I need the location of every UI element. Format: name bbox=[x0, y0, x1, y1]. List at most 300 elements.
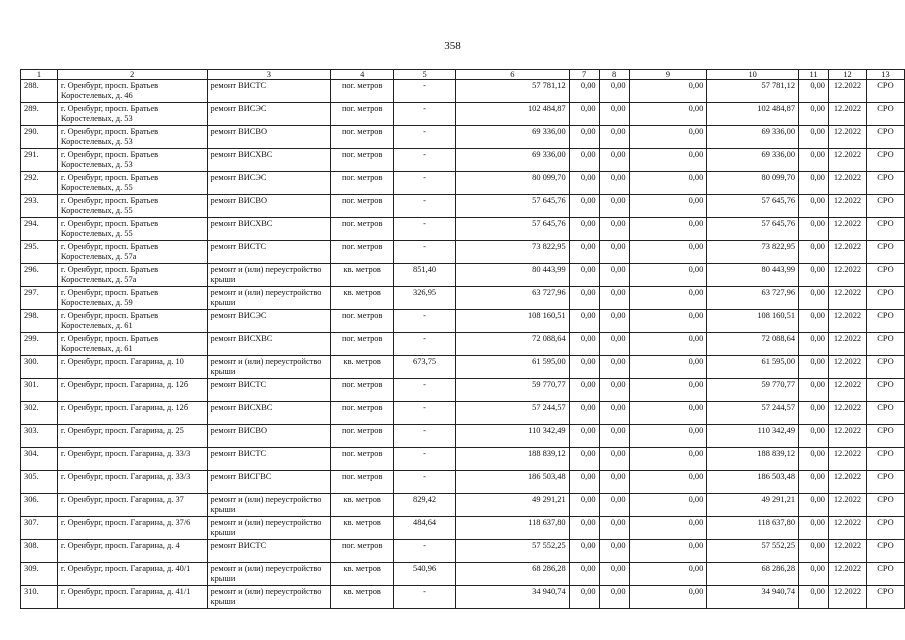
address-cell: г. Оренбург, просп. Братьев Коростелевых, д. 55 bbox=[57, 218, 207, 241]
quantity-cell: - bbox=[394, 126, 456, 149]
cost-cell: 80 443,99 bbox=[455, 264, 569, 287]
total-cell: 57 781,12 bbox=[707, 80, 799, 103]
unit-cell: пог. метров bbox=[331, 172, 394, 195]
cost-cell: 57 645,76 bbox=[455, 218, 569, 241]
value-cell-11: 0,00 bbox=[799, 310, 829, 333]
organization-cell: СРО bbox=[866, 425, 904, 448]
page-number: 358 bbox=[444, 40, 461, 52]
row-number: 297. bbox=[21, 287, 58, 310]
value-cell-7: 0,00 bbox=[569, 540, 599, 563]
address-cell: г. Оренбург, просп. Гагарина, д. 33/3 bbox=[57, 471, 207, 494]
value-cell-9: 0,00 bbox=[629, 425, 707, 448]
value-cell-11: 0,00 bbox=[799, 402, 829, 425]
value-cell-11: 0,00 bbox=[799, 471, 829, 494]
address-cell: г. Оренбург, просп. Братьев Коростелевых, д. 46 bbox=[57, 80, 207, 103]
date-cell: 12.2022 bbox=[828, 172, 866, 195]
organization-cell: СРО bbox=[866, 402, 904, 425]
date-cell: 12.2022 bbox=[828, 149, 866, 172]
total-cell: 188 839,12 bbox=[707, 448, 799, 471]
table-row bbox=[21, 126, 905, 149]
unit-cell: пог. метров bbox=[331, 425, 394, 448]
value-cell-11: 0,00 bbox=[799, 379, 829, 402]
address-cell: г. Оренбург, просп. Гагарина, д. 37/6 bbox=[57, 517, 207, 540]
cost-cell: 34 940,74 bbox=[455, 586, 569, 609]
table-row bbox=[21, 333, 905, 356]
table-row bbox=[21, 103, 905, 126]
unit-cell: пог. метров bbox=[331, 402, 394, 425]
value-cell-9: 0,00 bbox=[629, 517, 707, 540]
organization-cell: СРО bbox=[866, 126, 904, 149]
work-type-cell: ремонт ВИСЭС bbox=[207, 310, 331, 333]
work-type-cell: ремонт ВИСТС bbox=[207, 448, 331, 471]
value-cell-9: 0,00 bbox=[629, 172, 707, 195]
value-cell-8: 0,00 bbox=[599, 126, 629, 149]
row-number: 299. bbox=[21, 333, 58, 356]
date-cell: 12.2022 bbox=[828, 264, 866, 287]
address-cell: г. Оренбург, просп. Братьев Коростелевых, д. 61 bbox=[57, 333, 207, 356]
value-cell-11: 0,00 bbox=[799, 448, 829, 471]
row-number: 310. bbox=[21, 586, 58, 609]
registry-table bbox=[20, 69, 905, 609]
organization-cell: СРО bbox=[866, 287, 904, 310]
column-header: 13 bbox=[866, 70, 904, 80]
address-cell: г. Оренбург, просп. Братьев Коростелевых, д. 55 bbox=[57, 195, 207, 218]
total-cell: 49 291,21 bbox=[707, 494, 799, 517]
value-cell-8: 0,00 bbox=[599, 540, 629, 563]
value-cell-8: 0,00 bbox=[599, 310, 629, 333]
organization-cell: СРО bbox=[866, 517, 904, 540]
value-cell-11: 0,00 bbox=[799, 517, 829, 540]
row-number: 303. bbox=[21, 425, 58, 448]
value-cell-11: 0,00 bbox=[799, 287, 829, 310]
unit-cell: кв. метров bbox=[331, 356, 394, 379]
work-type-cell: ремонт ВИСТС bbox=[207, 241, 331, 264]
quantity-cell: - bbox=[394, 425, 456, 448]
unit-cell: пог. метров bbox=[331, 218, 394, 241]
quantity-cell: - bbox=[394, 172, 456, 195]
row-number: 293. bbox=[21, 195, 58, 218]
cost-cell: 57 781,12 bbox=[455, 80, 569, 103]
column-header: 12 bbox=[828, 70, 866, 80]
date-cell: 12.2022 bbox=[828, 402, 866, 425]
work-type-cell: ремонт ВИСГВС bbox=[207, 471, 331, 494]
organization-cell: СРО bbox=[866, 448, 904, 471]
value-cell-8: 0,00 bbox=[599, 425, 629, 448]
date-cell: 12.2022 bbox=[828, 494, 866, 517]
table-row bbox=[21, 172, 905, 195]
unit-cell: кв. метров bbox=[331, 287, 394, 310]
header-row bbox=[21, 70, 905, 80]
row-number: 306. bbox=[21, 494, 58, 517]
unit-cell: пог. метров bbox=[331, 310, 394, 333]
cost-cell: 59 770,77 bbox=[455, 379, 569, 402]
unit-cell: пог. метров bbox=[331, 126, 394, 149]
address-cell: г. Оренбург, просп. Гагарина, д. 37 bbox=[57, 494, 207, 517]
quantity-cell: - bbox=[394, 333, 456, 356]
row-number: 308. bbox=[21, 540, 58, 563]
value-cell-8: 0,00 bbox=[599, 356, 629, 379]
unit-cell: пог. метров bbox=[331, 540, 394, 563]
organization-cell: СРО bbox=[866, 149, 904, 172]
work-type-cell: ремонт ВИСХВС bbox=[207, 218, 331, 241]
table-row bbox=[21, 471, 905, 494]
total-cell: 57 645,76 bbox=[707, 195, 799, 218]
total-cell: 68 286,28 bbox=[707, 563, 799, 586]
column-header: 2 bbox=[57, 70, 207, 80]
address-cell: г. Оренбург, просп. Гагарина, д. 12б bbox=[57, 379, 207, 402]
value-cell-11: 0,00 bbox=[799, 149, 829, 172]
value-cell-7: 0,00 bbox=[569, 172, 599, 195]
quantity-cell: - bbox=[394, 218, 456, 241]
value-cell-9: 0,00 bbox=[629, 195, 707, 218]
work-type-cell: ремонт и (или) переустройство крыши bbox=[207, 563, 331, 586]
address-cell: г. Оренбург, просп. Братьев Коростелевых, д. 59 bbox=[57, 287, 207, 310]
work-type-cell: ремонт и (или) переустройство крыши bbox=[207, 356, 331, 379]
quantity-cell: 326,95 bbox=[394, 287, 456, 310]
work-type-cell: ремонт ВИСЭС bbox=[207, 172, 331, 195]
value-cell-11: 0,00 bbox=[799, 264, 829, 287]
quantity-cell: - bbox=[394, 80, 456, 103]
value-cell-7: 0,00 bbox=[569, 287, 599, 310]
total-cell: 72 088,64 bbox=[707, 333, 799, 356]
total-cell: 57 244,57 bbox=[707, 402, 799, 425]
address-cell: г. Оренбург, просп. Братьев Коростелевых, д. 53 bbox=[57, 149, 207, 172]
value-cell-11: 0,00 bbox=[799, 540, 829, 563]
value-cell-8: 0,00 bbox=[599, 241, 629, 264]
value-cell-11: 0,00 bbox=[799, 356, 829, 379]
table-row bbox=[21, 425, 905, 448]
row-number: 305. bbox=[21, 471, 58, 494]
column-header: 4 bbox=[331, 70, 394, 80]
organization-cell: СРО bbox=[866, 241, 904, 264]
value-cell-11: 0,00 bbox=[799, 195, 829, 218]
value-cell-7: 0,00 bbox=[569, 471, 599, 494]
value-cell-7: 0,00 bbox=[569, 494, 599, 517]
organization-cell: СРО bbox=[866, 333, 904, 356]
total-cell: 57 552,25 bbox=[707, 540, 799, 563]
value-cell-11: 0,00 bbox=[799, 586, 829, 609]
total-cell: 69 336,00 bbox=[707, 149, 799, 172]
table-row bbox=[21, 448, 905, 471]
address-cell: г. Оренбург, просп. Братьев Коростелевых, д. 55 bbox=[57, 172, 207, 195]
value-cell-11: 0,00 bbox=[799, 333, 829, 356]
value-cell-9: 0,00 bbox=[629, 540, 707, 563]
address-cell: г. Оренбург, просп. Братьев Коростелевых, д. 53 bbox=[57, 103, 207, 126]
cost-cell: 61 595,00 bbox=[455, 356, 569, 379]
quantity-cell: - bbox=[394, 471, 456, 494]
unit-cell: пог. метров bbox=[331, 149, 394, 172]
value-cell-8: 0,00 bbox=[599, 80, 629, 103]
organization-cell: СРО bbox=[866, 356, 904, 379]
column-header: 8 bbox=[599, 70, 629, 80]
value-cell-9: 0,00 bbox=[629, 264, 707, 287]
total-cell: 108 160,51 bbox=[707, 310, 799, 333]
total-cell: 57 645,76 bbox=[707, 218, 799, 241]
column-header: 3 bbox=[207, 70, 331, 80]
work-type-cell: ремонт ВИСВО bbox=[207, 126, 331, 149]
date-cell: 12.2022 bbox=[828, 218, 866, 241]
value-cell-11: 0,00 bbox=[799, 126, 829, 149]
cost-cell: 63 727,96 bbox=[455, 287, 569, 310]
column-header: 7 bbox=[569, 70, 599, 80]
cost-cell: 118 637,80 bbox=[455, 517, 569, 540]
quantity-cell: - bbox=[394, 448, 456, 471]
value-cell-7: 0,00 bbox=[569, 425, 599, 448]
quantity-cell: - bbox=[394, 379, 456, 402]
row-number: 295. bbox=[21, 241, 58, 264]
value-cell-7: 0,00 bbox=[569, 310, 599, 333]
quantity-cell: 851,40 bbox=[394, 264, 456, 287]
work-type-cell: ремонт и (или) переустройство крыши bbox=[207, 494, 331, 517]
cost-cell: 102 484,87 bbox=[455, 103, 569, 126]
table-row bbox=[21, 402, 905, 425]
value-cell-8: 0,00 bbox=[599, 287, 629, 310]
unit-cell: пог. метров bbox=[331, 471, 394, 494]
work-type-cell: ремонт ВИСВО bbox=[207, 195, 331, 218]
work-type-cell: ремонт ВИСТС bbox=[207, 80, 331, 103]
quantity-cell: - bbox=[394, 195, 456, 218]
date-cell: 12.2022 bbox=[828, 379, 866, 402]
quantity-cell: - bbox=[394, 149, 456, 172]
total-cell: 59 770,77 bbox=[707, 379, 799, 402]
table-row bbox=[21, 494, 905, 517]
date-cell: 12.2022 bbox=[828, 563, 866, 586]
value-cell-8: 0,00 bbox=[599, 379, 629, 402]
organization-cell: СРО bbox=[866, 218, 904, 241]
total-cell: 73 822,95 bbox=[707, 241, 799, 264]
work-type-cell: ремонт и (или) переустройство крыши bbox=[207, 586, 331, 609]
date-cell: 12.2022 bbox=[828, 471, 866, 494]
value-cell-8: 0,00 bbox=[599, 448, 629, 471]
work-type-cell: ремонт ВИСВО bbox=[207, 425, 331, 448]
value-cell-9: 0,00 bbox=[629, 563, 707, 586]
cost-cell: 57 645,76 bbox=[455, 195, 569, 218]
value-cell-7: 0,00 bbox=[569, 103, 599, 126]
row-number: 291. bbox=[21, 149, 58, 172]
table-row bbox=[21, 241, 905, 264]
cost-cell: 186 503,48 bbox=[455, 471, 569, 494]
date-cell: 12.2022 bbox=[828, 517, 866, 540]
cost-cell: 69 336,00 bbox=[455, 149, 569, 172]
value-cell-7: 0,00 bbox=[569, 586, 599, 609]
value-cell-7: 0,00 bbox=[569, 517, 599, 540]
cost-cell: 108 160,51 bbox=[455, 310, 569, 333]
row-number: 307. bbox=[21, 517, 58, 540]
value-cell-9: 0,00 bbox=[629, 333, 707, 356]
value-cell-11: 0,00 bbox=[799, 563, 829, 586]
address-cell: г. Оренбург, просп. Братьев Коростелевых, д. 61 bbox=[57, 310, 207, 333]
unit-cell: пог. метров bbox=[331, 80, 394, 103]
address-cell: г. Оренбург, просп. Гагарина, д. 40/1 bbox=[57, 563, 207, 586]
quantity-cell: - bbox=[394, 540, 456, 563]
row-number: 300. bbox=[21, 356, 58, 379]
organization-cell: СРО bbox=[866, 540, 904, 563]
table-row bbox=[21, 264, 905, 287]
work-type-cell: ремонт ВИСХВС bbox=[207, 149, 331, 172]
work-type-cell: ремонт ВИСХВС bbox=[207, 333, 331, 356]
value-cell-11: 0,00 bbox=[799, 494, 829, 517]
value-cell-9: 0,00 bbox=[629, 586, 707, 609]
organization-cell: СРО bbox=[866, 195, 904, 218]
value-cell-8: 0,00 bbox=[599, 471, 629, 494]
date-cell: 12.2022 bbox=[828, 80, 866, 103]
quantity-cell: - bbox=[394, 310, 456, 333]
unit-cell: кв. метров bbox=[331, 563, 394, 586]
total-cell: 80 443,99 bbox=[707, 264, 799, 287]
value-cell-7: 0,00 bbox=[569, 218, 599, 241]
date-cell: 12.2022 bbox=[828, 540, 866, 563]
value-cell-8: 0,00 bbox=[599, 333, 629, 356]
value-cell-9: 0,00 bbox=[629, 241, 707, 264]
value-cell-9: 0,00 bbox=[629, 287, 707, 310]
work-type-cell: ремонт и (или) переустройство крыши bbox=[207, 517, 331, 540]
value-cell-7: 0,00 bbox=[569, 149, 599, 172]
cost-cell: 68 286,28 bbox=[455, 563, 569, 586]
organization-cell: СРО bbox=[866, 103, 904, 126]
value-cell-7: 0,00 bbox=[569, 264, 599, 287]
value-cell-11: 0,00 bbox=[799, 218, 829, 241]
row-number: 296. bbox=[21, 264, 58, 287]
quantity-cell: 540,96 bbox=[394, 563, 456, 586]
address-cell: г. Оренбург, просп. Гагарина, д. 10 bbox=[57, 356, 207, 379]
organization-cell: СРО bbox=[866, 310, 904, 333]
work-type-cell: ремонт и (или) переустройство крыши bbox=[207, 264, 331, 287]
value-cell-8: 0,00 bbox=[599, 563, 629, 586]
value-cell-8: 0,00 bbox=[599, 103, 629, 126]
value-cell-9: 0,00 bbox=[629, 356, 707, 379]
date-cell: 12.2022 bbox=[828, 586, 866, 609]
organization-cell: СРО bbox=[866, 586, 904, 609]
row-number: 309. bbox=[21, 563, 58, 586]
work-type-cell: ремонт ВИСЭС bbox=[207, 103, 331, 126]
table-row bbox=[21, 379, 905, 402]
row-number: 301. bbox=[21, 379, 58, 402]
total-cell: 118 637,80 bbox=[707, 517, 799, 540]
unit-cell: кв. метров bbox=[331, 586, 394, 609]
total-cell: 34 940,74 bbox=[707, 586, 799, 609]
value-cell-9: 0,00 bbox=[629, 80, 707, 103]
table-row bbox=[21, 540, 905, 563]
value-cell-7: 0,00 bbox=[569, 80, 599, 103]
table-row bbox=[21, 80, 905, 103]
value-cell-9: 0,00 bbox=[629, 494, 707, 517]
column-header: 6 bbox=[455, 70, 569, 80]
organization-cell: СРО bbox=[866, 471, 904, 494]
cost-cell: 57 244,57 bbox=[455, 402, 569, 425]
value-cell-11: 0,00 bbox=[799, 241, 829, 264]
total-cell: 186 503,48 bbox=[707, 471, 799, 494]
address-cell: г. Оренбург, просп. Братьев Коростелевых, д. 57а bbox=[57, 264, 207, 287]
work-type-cell: ремонт и (или) переустройство крыши bbox=[207, 287, 331, 310]
cost-cell: 110 342,49 bbox=[455, 425, 569, 448]
value-cell-9: 0,00 bbox=[629, 218, 707, 241]
column-header: 11 bbox=[799, 70, 829, 80]
cost-cell: 72 088,64 bbox=[455, 333, 569, 356]
total-cell: 61 595,00 bbox=[707, 356, 799, 379]
date-cell: 12.2022 bbox=[828, 241, 866, 264]
unit-cell: кв. метров bbox=[331, 494, 394, 517]
column-header: 1 bbox=[21, 70, 58, 80]
date-cell: 12.2022 bbox=[828, 310, 866, 333]
value-cell-7: 0,00 bbox=[569, 563, 599, 586]
value-cell-8: 0,00 bbox=[599, 402, 629, 425]
organization-cell: СРО bbox=[866, 80, 904, 103]
row-number: 302. bbox=[21, 402, 58, 425]
value-cell-9: 0,00 bbox=[629, 471, 707, 494]
cost-cell: 188 839,12 bbox=[455, 448, 569, 471]
organization-cell: СРО bbox=[866, 379, 904, 402]
unit-cell: пог. метров bbox=[331, 448, 394, 471]
table-row bbox=[21, 310, 905, 333]
value-cell-9: 0,00 bbox=[629, 126, 707, 149]
column-header: 10 bbox=[707, 70, 799, 80]
table-row bbox=[21, 356, 905, 379]
quantity-cell: 829,42 bbox=[394, 494, 456, 517]
unit-cell: кв. метров bbox=[331, 264, 394, 287]
table-row bbox=[21, 149, 905, 172]
row-number: 292. bbox=[21, 172, 58, 195]
address-cell: г. Оренбург, просп. Братьев Коростелевых, д. 53 bbox=[57, 126, 207, 149]
total-cell: 69 336,00 bbox=[707, 126, 799, 149]
address-cell: г. Оренбург, просп. Гагарина, д. 4 bbox=[57, 540, 207, 563]
value-cell-8: 0,00 bbox=[599, 218, 629, 241]
date-cell: 12.2022 bbox=[828, 126, 866, 149]
row-number: 289. bbox=[21, 103, 58, 126]
cost-cell: 69 336,00 bbox=[455, 126, 569, 149]
unit-cell: пог. метров bbox=[331, 103, 394, 126]
date-cell: 12.2022 bbox=[828, 425, 866, 448]
quantity-cell: 673,75 bbox=[394, 356, 456, 379]
address-cell: г. Оренбург, просп. Гагарина, д. 41/1 bbox=[57, 586, 207, 609]
unit-cell: кв. метров bbox=[331, 517, 394, 540]
quantity-cell: - bbox=[394, 241, 456, 264]
organization-cell: СРО bbox=[866, 172, 904, 195]
value-cell-7: 0,00 bbox=[569, 379, 599, 402]
date-cell: 12.2022 bbox=[828, 448, 866, 471]
table-row bbox=[21, 218, 905, 241]
table-row bbox=[21, 563, 905, 586]
value-cell-8: 0,00 bbox=[599, 149, 629, 172]
value-cell-11: 0,00 bbox=[799, 103, 829, 126]
value-cell-7: 0,00 bbox=[569, 448, 599, 471]
unit-cell: пог. метров bbox=[331, 241, 394, 264]
value-cell-8: 0,00 bbox=[599, 517, 629, 540]
value-cell-9: 0,00 bbox=[629, 448, 707, 471]
total-cell: 80 099,70 bbox=[707, 172, 799, 195]
quantity-cell: - bbox=[394, 586, 456, 609]
address-cell: г. Оренбург, просп. Гагарина, д. 33/3 bbox=[57, 448, 207, 471]
value-cell-7: 0,00 bbox=[569, 402, 599, 425]
row-number: 298. bbox=[21, 310, 58, 333]
total-cell: 63 727,96 bbox=[707, 287, 799, 310]
value-cell-9: 0,00 bbox=[629, 149, 707, 172]
quantity-cell: - bbox=[394, 103, 456, 126]
row-number: 294. bbox=[21, 218, 58, 241]
date-cell: 12.2022 bbox=[828, 103, 866, 126]
table-row bbox=[21, 195, 905, 218]
table-row bbox=[21, 586, 905, 609]
date-cell: 12.2022 bbox=[828, 287, 866, 310]
unit-cell: пог. метров bbox=[331, 379, 394, 402]
value-cell-11: 0,00 bbox=[799, 80, 829, 103]
work-type-cell: ремонт ВИСХВС bbox=[207, 402, 331, 425]
work-type-cell: ремонт ВИСТС bbox=[207, 540, 331, 563]
organization-cell: СРО bbox=[866, 494, 904, 517]
unit-cell: пог. метров bbox=[331, 195, 394, 218]
column-header: 5 bbox=[394, 70, 456, 80]
value-cell-8: 0,00 bbox=[599, 494, 629, 517]
cost-cell: 57 552,25 bbox=[455, 540, 569, 563]
